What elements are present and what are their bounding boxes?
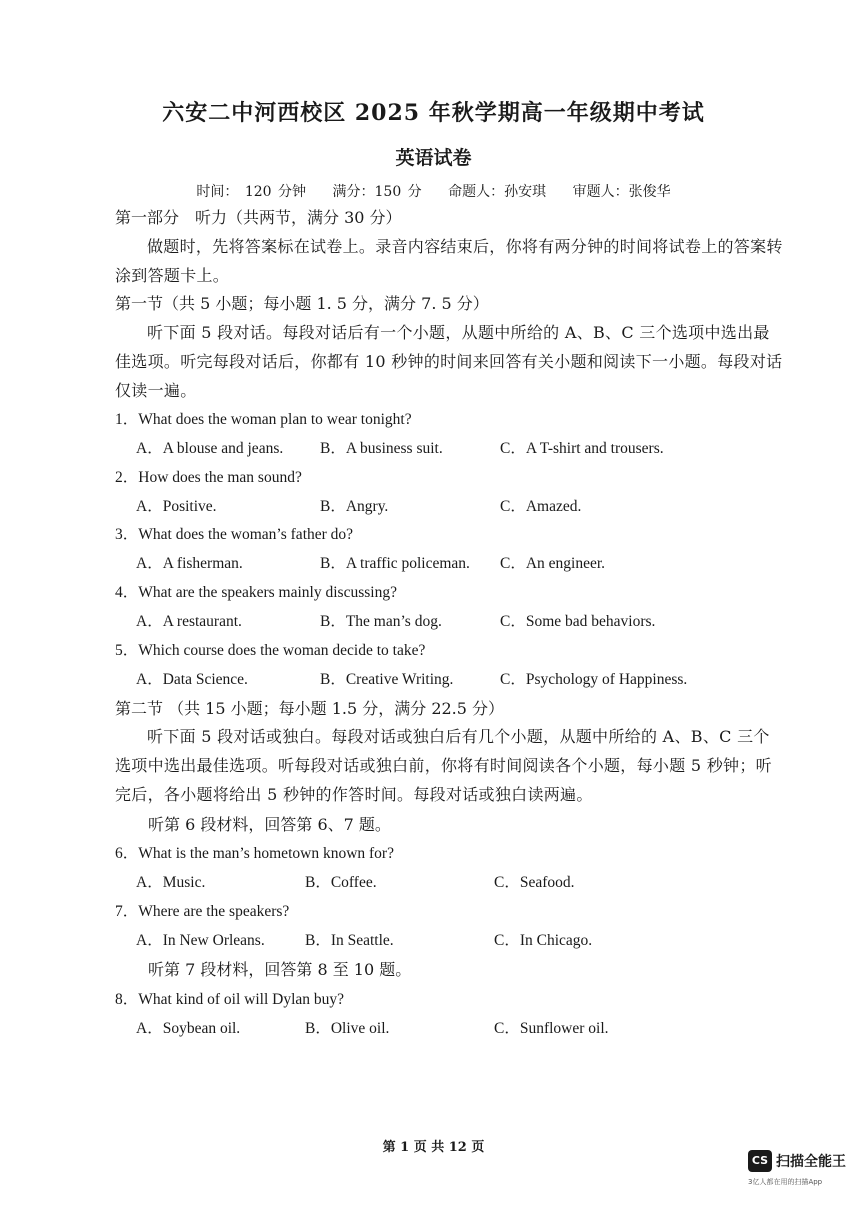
material-6-note: 听第 6 段材料，回答第 6、7 题。 bbox=[148, 815, 391, 834]
question-6: 6．What is the man’s hometown known for? bbox=[115, 845, 394, 862]
option-7c: C．In Chicago. bbox=[494, 932, 593, 949]
section1-heading: 第一节（共 5 小题；每小题 1. 5 分，满分 7. 5 分） bbox=[115, 294, 489, 313]
option-4b: B．The man’s dog. bbox=[320, 613, 442, 630]
option-7a: A．In New Orleans. bbox=[136, 932, 265, 949]
question-1: 1．What does the woman plan to wear tonight? bbox=[115, 411, 412, 428]
exam-subtitle: 英语试卷 bbox=[395, 147, 472, 169]
page-number: 第 1 页 共 12 页 bbox=[382, 1140, 485, 1155]
question-7: 7．Where are the speakers? bbox=[115, 903, 290, 920]
watermark-name: 扫描全能王 bbox=[776, 1154, 846, 1170]
option-6c: C．Seafood. bbox=[494, 874, 575, 891]
option-7b: B．In Seattle. bbox=[305, 932, 394, 949]
question-8: 8．What kind of oil will Dylan buy? bbox=[115, 991, 345, 1008]
option-3a: A．A fisherman. bbox=[136, 555, 243, 572]
option-2b: B．Angry. bbox=[320, 498, 389, 515]
part1-instruction: 做题时，先将答案标在试卷上。录音内容结束后，你将有两分钟的时间将试卷上的答案转涂到答题卡上。 bbox=[115, 237, 783, 285]
option-8c: C．Sunflower oil. bbox=[494, 1020, 609, 1037]
scanner-watermark bbox=[748, 1150, 858, 1210]
watermark-tagline: 3亿人都在用的扫描App bbox=[748, 1178, 823, 1186]
option-2a: A．Positive. bbox=[136, 498, 217, 515]
exam-reviewer: 审题人：张俊华 bbox=[572, 184, 671, 200]
option-1b: B．A business suit. bbox=[320, 440, 443, 457]
section2-heading: 第二节 （共 15 小题；每小题 1.5 分，满分 22.5 分） bbox=[115, 699, 505, 718]
question-5: 5．Which course does the woman decide to take? bbox=[115, 642, 426, 659]
option-1c: C．A T-shirt and trousers. bbox=[500, 440, 664, 457]
exam-time: 时间： 120 分钟 bbox=[196, 184, 307, 200]
option-3c: C．An engineer. bbox=[500, 555, 606, 572]
question-2: 2．How does the man sound? bbox=[115, 469, 302, 486]
option-5a: A．Data Science. bbox=[136, 671, 248, 688]
option-4c: C．Some bad behaviors. bbox=[500, 613, 656, 630]
question-4: 4．What are the speakers mainly discussing? bbox=[115, 584, 397, 601]
exam-meta bbox=[0, 181, 867, 201]
option-1a: A．A blouse and jeans. bbox=[136, 440, 284, 457]
option-8b: B．Olive oil. bbox=[305, 1020, 390, 1037]
option-5c: C．Psychology of Happiness. bbox=[500, 671, 688, 688]
part1-heading: 第一部分 听力（共两节，满分 30 分） bbox=[115, 208, 402, 227]
option-4a: A．A restaurant. bbox=[136, 613, 242, 630]
option-5b: B．Creative Writing. bbox=[320, 671, 454, 688]
camscanner-logo-icon: CS bbox=[748, 1150, 772, 1172]
exam-author: 命题人：孙安琪 bbox=[448, 184, 547, 200]
section2-instruction: 听下面 5 段对话或独白。每段对话或独白后有几个小题，从题中所给的 A、B、C 三个选项中选出最佳选项。听每段对话或独白前，你将有时间阅读各个小题，每小题 5 秒钟；听完后，各小题将给出 5 秒钟的作答时间。每段对话或独白读两遍。 bbox=[115, 727, 772, 804]
section1-instruction: 听下面 5 段对话。每段对话后有一个小题，从题中所给的 A、B、C 三个选项中选出最佳选项。听完每段对话后，你都有 10 秒钟的时间来回答有关小题和阅读下一小题。每段对话仅读一遍。 bbox=[115, 323, 783, 400]
exam-title: 六安二中河西校区 2025 年秋学期高一年级期中考试 bbox=[162, 100, 705, 126]
option-3b: B．A traffic policeman. bbox=[320, 555, 470, 572]
material-7-note: 听第 7 段材料，回答第 8 至 10 题。 bbox=[148, 960, 412, 979]
option-6b: B．Coffee. bbox=[305, 874, 377, 891]
option-8a: A．Soybean oil. bbox=[136, 1020, 241, 1037]
option-6a: A．Music. bbox=[136, 874, 206, 891]
exam-score: 满分：150 分 bbox=[332, 184, 422, 200]
option-2c: C．Amazed. bbox=[500, 498, 582, 515]
question-3: 3．What does the woman’s father do? bbox=[115, 526, 354, 543]
